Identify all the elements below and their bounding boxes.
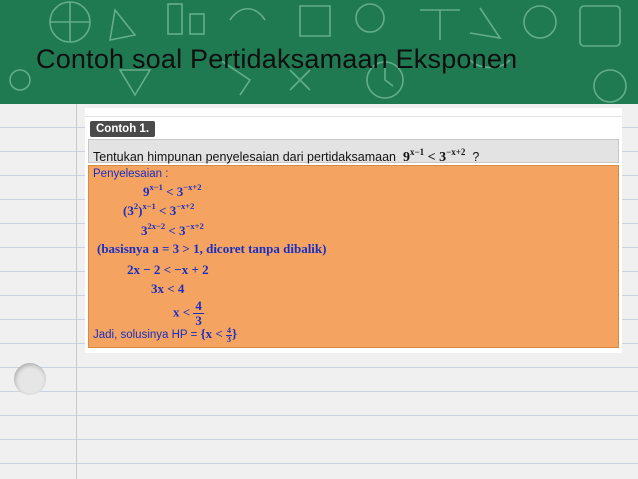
margin-line — [76, 104, 77, 479]
solution-label: Penyelesaian : — [93, 168, 169, 180]
solution-step-4: (basisnya a = 3 > 1, dicoret tanpa dibalik) — [97, 241, 327, 256]
binder-hole — [14, 363, 46, 395]
solution-step-7: x < $\frac{4}{3}$ — [173, 298, 202, 328]
question-mark: ? — [472, 150, 480, 164]
example-card — [85, 108, 622, 353]
question-inequality: $9^{x-1} < 3^{-x+2}$ — [399, 147, 466, 165]
solution-step-6: 3x < 4 — [151, 281, 185, 296]
solution-step-2: $(3^2)^{x-1} < 3^{-x+2}$ — [123, 201, 195, 218]
conclusion-text: Jadi, solusinya HP = — [93, 329, 198, 341]
conclusion-line — [93, 326, 237, 344]
question-text: Tentukan himpunan penyelesaian dari pertidaksamaan — [93, 150, 396, 164]
example-badge: Contoh 1. — [90, 121, 155, 137]
question-box — [88, 139, 619, 163]
solution-step-1: $9^{x-1} < 3^{-x+2}$ — [143, 182, 202, 199]
solution-box — [88, 165, 619, 348]
solution-step-5: 2x − 2 < −x + 2 — [127, 262, 209, 277]
conclusion-set: {x < $\frac{4}{3}$} — [200, 325, 238, 344]
header-banner — [0, 0, 638, 104]
solution-step-3: $3^{2x-2} < 3^{-x+2}$ — [141, 221, 204, 238]
cropped-top-strip — [85, 108, 622, 117]
slide-title: Contoh soal Pertidaksamaan Eksponen — [36, 44, 518, 74]
